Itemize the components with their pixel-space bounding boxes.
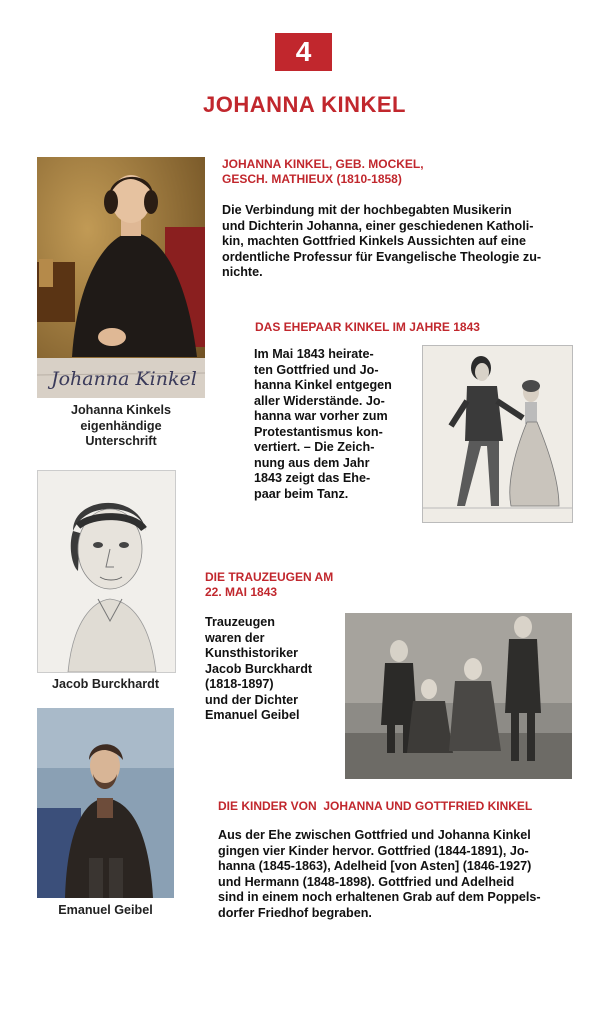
body-line: hanna Kinkel entgegen [254, 378, 392, 392]
body-line: Aus der Ehe zwischen Gottfried und Johanna Kinkel [218, 828, 531, 842]
body-line: sind in einem noch erhaltenen Grab auf dem Poppels- [218, 890, 541, 904]
body-line: hanna (1845-1863), Adelheid [von Asten] (1846-1927) [218, 859, 532, 873]
johanna-caption [37, 403, 205, 450]
body-line: Emanuel Geibel [205, 708, 300, 722]
section3-body [205, 615, 345, 724]
body-line: und Dichterin Johanna, einer geschiedenen Katholi- [222, 218, 534, 233]
dancing-couple-drawing [422, 345, 573, 523]
geibel-caption: Emanuel Geibel [58, 903, 153, 917]
body-line: und der Dichter [205, 692, 299, 707]
section2-heading: DAS EHEPAAR KINKEL IM JAHRE 1843 [255, 320, 480, 334]
body-line: waren der [205, 630, 265, 645]
section1-heading [222, 157, 592, 187]
body-line: kin, machten Gottfried Kinkels Aussichten auf eine [222, 234, 526, 248]
body-line: ordentliche Professur für Evangelische Theologie zu- [222, 249, 542, 264]
heading-line: 22. MAI 1843 [205, 585, 278, 599]
body-line: Protestantismus kon- [254, 424, 383, 439]
caption-line: Unterschrift [85, 434, 157, 448]
page-number-badge: 4 [275, 33, 332, 71]
heading-line: GESCH. MATHIEUX (1810-1858) [222, 172, 402, 186]
children-photo [345, 613, 572, 779]
section2-body [254, 347, 424, 502]
body-line: Im Mai 1843 heirate- [254, 347, 374, 361]
section3-heading [205, 570, 405, 600]
body-line: hanna war vorher zum [254, 409, 388, 423]
caption-line: eigenhändige [80, 418, 162, 433]
burckhardt-caption: Jacob Burckhardt [51, 677, 160, 691]
burckhardt-portrait [37, 470, 176, 673]
geibel-portrait [37, 708, 174, 898]
body-line: 1843 zeigt das Ehe- [254, 471, 371, 485]
body-line: gingen vier Kinder hervor. Gottfried (1844-1891), Jo- [218, 843, 529, 858]
body-line: ten Gottfried und Jo- [254, 362, 379, 377]
body-line: (1818-1897) [205, 677, 274, 691]
body-line: nung aus dem Jahr [254, 455, 370, 470]
body-line: vertiert. – Die Zeich- [254, 440, 375, 454]
body-line: Die Verbindung mit der hochbegabten Musikerin [222, 203, 512, 217]
body-line: Kunsthistoriker [205, 646, 299, 660]
body-line: Jacob Burckhardt [205, 661, 313, 676]
caption-line: Johanna Kinkels [70, 403, 172, 417]
heading-line: JOHANNA KINKEL, GEB. MOCKEL, [222, 157, 424, 171]
johanna-portrait [37, 157, 205, 398]
section4-body [218, 828, 598, 921]
section4-heading: DIE KINDER VON JOHANNA UND GOTTFRIED KINKEL [218, 799, 533, 813]
body-line: dorfer Friedhof begraben. [218, 905, 372, 920]
section1-body [222, 203, 592, 281]
page-title: JOHANNA KINKEL [203, 92, 406, 117]
body-line: aller Widerstände. Jo- [254, 393, 385, 408]
body-line: paar beim Tanz. [254, 486, 349, 501]
body-line: und Hermann (1848-1898). Gottfried und Adelheid [218, 874, 515, 889]
body-line: Trauzeugen [205, 615, 275, 629]
signature-text: Johanna Kinkel [51, 368, 197, 390]
heading-line: DIE TRAUZEUGEN AM [205, 570, 334, 584]
body-line: nichte. [222, 265, 263, 279]
